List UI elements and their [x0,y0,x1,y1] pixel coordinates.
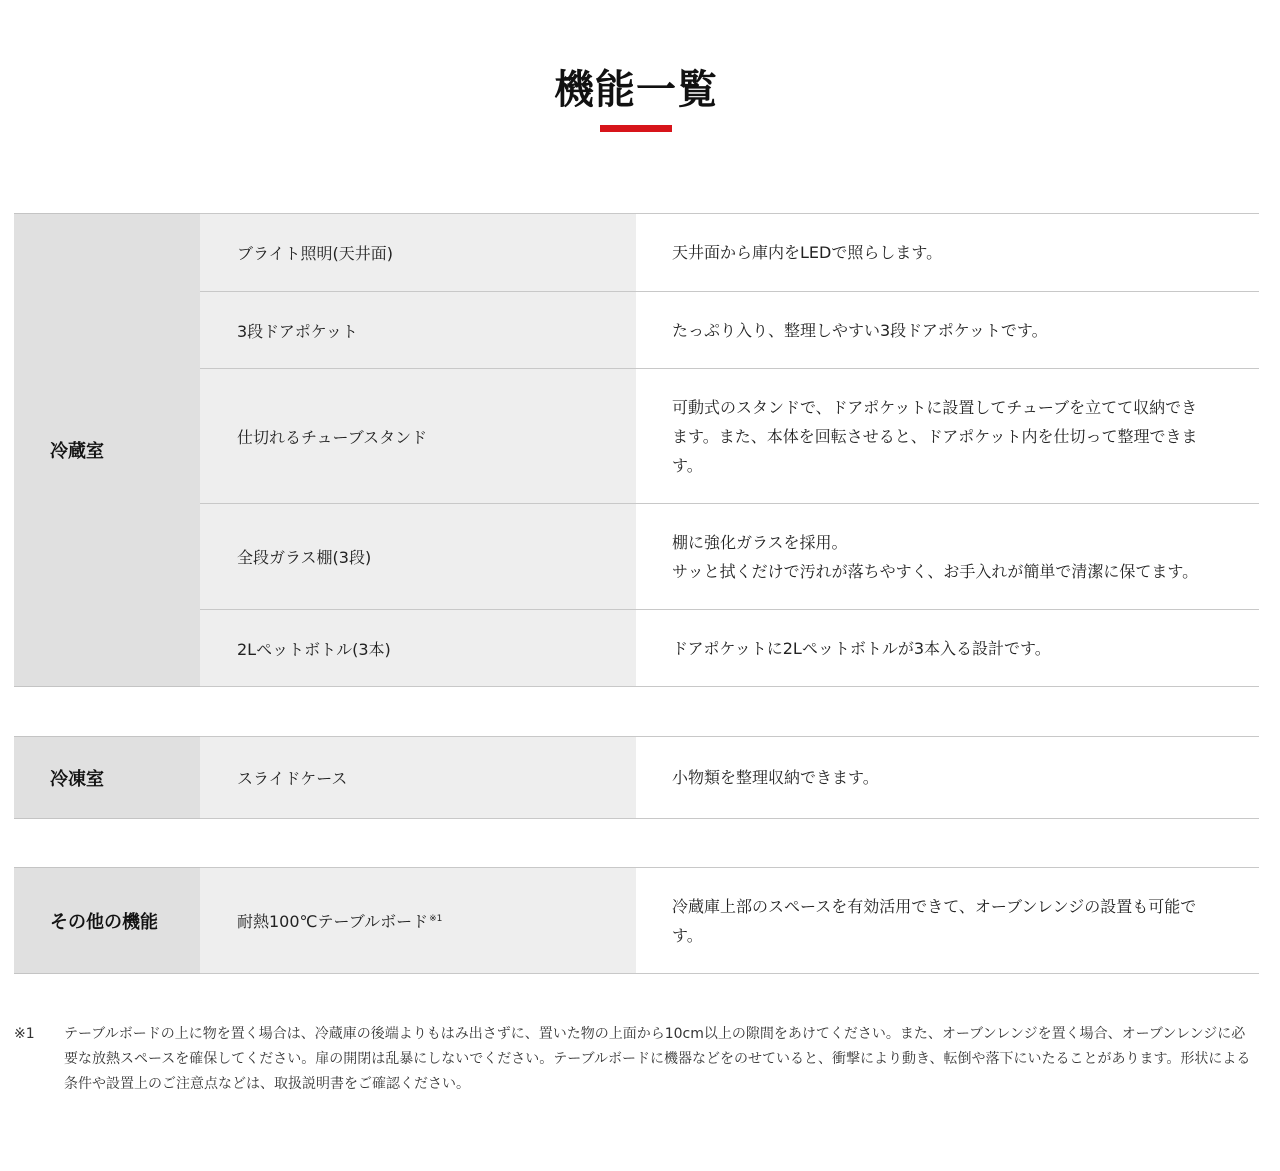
category-other: その他の機能 [14,868,200,974]
description-line: 冷蔵庫上部のスペースを有効活用できて、オーブンレンジの設置も可能で [672,896,1197,916]
table-row [14,610,1259,687]
feature-name: スライドケース [200,737,636,819]
feature-name: ブライト照明(天井面) [200,214,636,292]
feature-name [200,868,636,974]
description-line: たっぷり入り、整理しやすい3段ドアポケットです。 [672,320,1048,340]
description-line: ドアポケットに2Lペットボトルが3本入る設計です。 [672,638,1051,658]
description-line: ます。また、本体を回転させると、ドアポケット内を仕切って整理できま [672,426,1198,446]
feature-name: 仕切れるチューブスタンド [200,369,636,504]
feature-description [636,737,1259,819]
feature-description [636,868,1259,974]
table-row [14,868,1259,974]
page-title: 機能一覧 [554,67,718,113]
footnote-text: テーブルボードの上に物を置く場合は、冷蔵庫の後端よりもはみ出さずに、置いた物の上面から10cm以上の隙間をあけてください。また、オーブンレンジを置く場合、オーブンレンジに必要な放熱スペースを確保してください。扉の開閉は乱暴にしないでください。テーブルボードに機器などをのせていると、衝撃により動き、転倒や落下にいたることがあります。形状による条件や設置上のご注意点などは、取扱説明書をご確認ください。 [64,1026,1251,1092]
description-line: 小物類を整理収納できます。 [672,768,879,787]
category-freezer: 冷凍室 [14,737,200,819]
description-line: 可動式のスタンドで、ドアポケットに設置してチューブを立てて収納でき [672,397,1198,417]
refrigerator-table [14,213,1259,687]
category-refrigerator: 冷蔵室 [14,214,200,687]
description-line: 棚に強化ガラスを採用。 [672,532,848,552]
feature-name-text: 耐熱100℃テーブルボード [237,912,429,931]
feature-name: 2Lペットボトル(3本) [200,610,636,687]
footnote [14,1022,1254,1097]
feature-description [636,292,1259,369]
description-line: す。 [672,455,703,475]
description-line: サッと拭くだけで汚れが落ちやすく、お手入れが簡単で清潔に保てます。 [672,561,1199,581]
footnote-reference: ※1 [429,913,443,924]
table-row [14,214,1259,292]
title-underline [600,125,672,132]
table-row [14,369,1259,504]
table-row [14,504,1259,610]
footnote-mark: ※1 [14,1026,35,1042]
description-line: す。 [672,925,703,945]
table-row [14,292,1259,369]
table-row [14,737,1259,819]
freezer-table [14,736,1259,819]
feature-description [636,369,1259,504]
feature-description [636,610,1259,687]
feature-description [636,504,1259,610]
feature-description [636,214,1259,292]
description-line: 天井面から庫内をLEDで照らします。 [672,243,943,262]
feature-name: 3段ドアポケット [200,292,636,369]
other-table [14,867,1259,974]
feature-name: 全段ガラス棚(3段) [200,504,636,610]
